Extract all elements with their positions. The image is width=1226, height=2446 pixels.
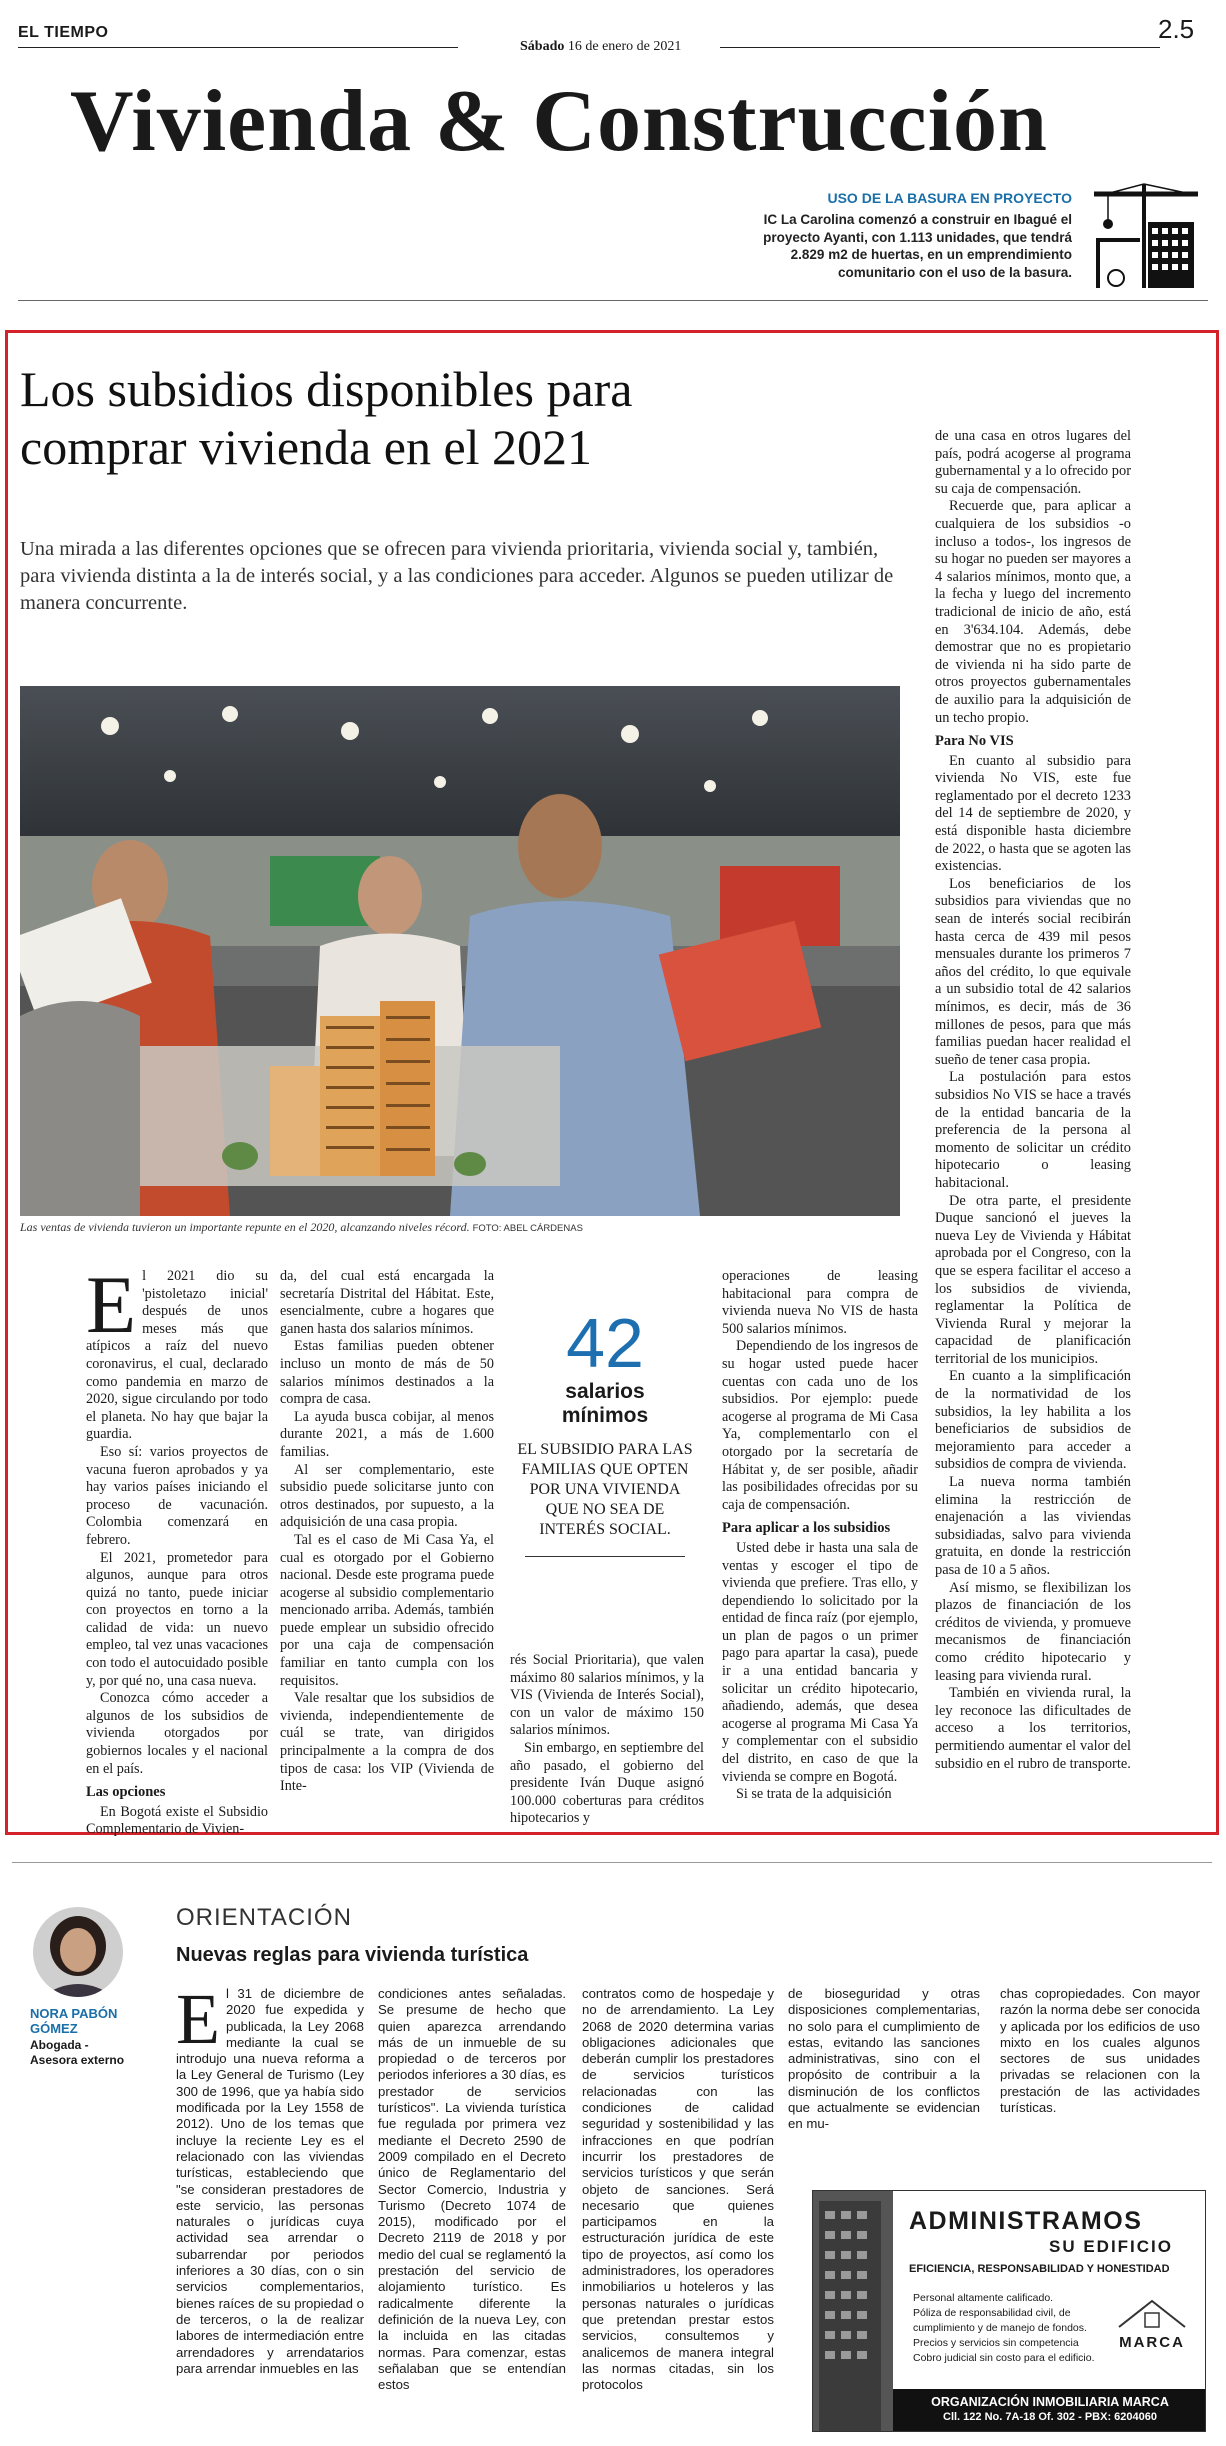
pullquote-rule [525, 1556, 685, 1557]
col5-p3: En cuanto al subsidio para vivienda No VIS, este fue reglamentado por el decreto 1233 del 14 de septiembre de 2020, y está disponible hasta diciembre de 2022, o hasta que se agoten las existencias. [935, 752, 1131, 875]
col5-p7: En cuanto a la simplificación de la normatividad de los subsidios, la ley habilita a los beneficiarios de subsidios de mejoramiento para acceder a subsidios de compra de vivienda. [935, 1368, 1131, 1473]
col5-p5: La postulación para estos subsidios No VIS se hace a través de la entidad bancaria de la preferencia de la persona al momento de solicitar un crédito hipotecario o leasing habitacional. [935, 1069, 1131, 1191]
ad-address: Cll. 122 No. 7A-18 Of. 302 - PBX: 6204060 [943, 2411, 1157, 2423]
masthead-bottom-rule [18, 300, 1208, 301]
headline-line-2: comprar vivienda en el 2021 [20, 419, 593, 475]
col5-p10: También en vivienda rural, la ley reconoce las dificultades de acceso a los territorios, permitiendo aumentar el valor del subsidio en el rubro de transporte. [935, 1685, 1131, 1772]
col4-p1: operaciones de leasing habitacional para compra de vivienda nueva No VIS de hasta 500 salarios mínimos. [722, 1268, 918, 1337]
subhead-aplicar: Para aplicar a los subsidios [722, 1520, 891, 1537]
article-deck: Una mirada a las diferentes opciones que se ofrecen para vivienda prioritaria, vivienda social y, también, para vivienda distinta a la de interés social, y a las condiciones para acceder. Algunos se pueden utilizar de manera concurrente. [20, 538, 894, 614]
ad-headline-1: ADMINISTRAMOS [909, 2207, 1143, 2235]
ad-bullets [913, 2291, 1103, 2366]
marca-logo [1109, 2297, 1195, 2359]
col5-p2: Recuerde que, para aplicar a cualquiera de los subsidios -o incluso a todos-, los ingresos de su hogar no pueden ser mayores a 4 salarios mínimos, monto que, a la fecha y luego del incremento tradicional de inicio de año, está en 3'634.104. Además, debe demostrar que no es propietario de vivienda ni ha sido parte de otros proyectos gubernamentales de auxilio para la adquisición de un techo propio. [935, 498, 1131, 726]
col2-p2: Estas familias pueden obtener incluso un monto de más de 50 salarios mínimos destinados a la compra de casa. [280, 1338, 494, 1408]
pullquote-number: 42 [566, 1304, 644, 1382]
dropcap: E [86, 1259, 137, 1350]
masthead-rule-left [18, 47, 458, 48]
author-avatar [32, 1906, 124, 1998]
photo-caption [20, 1220, 583, 1235]
photo-credit: FOTO: ABEL CÁRDENAS [472, 1223, 583, 1234]
article-col-5 [935, 428, 1131, 1773]
orientacion-c2: condiciones antes señaladas. Se presume de hecho que quien aparezca arrendando más de un inmueble de su propiedad o de terceros por periodos inferiores a 30 días, es prestador de servicios turísticos". La vivienda turística fue regulada por primera vez mediante el Decreto 2590 de 2009 compilado en el Decreto único de Reglamentario del Sector Comercio, Industria y Turismo (Decreto 1074 de 2015), modificado por el Decreto 2119 de 2018 y por medio del cual se reglamentó la prestación del servicio de alojamiento turístico. Es radicalmente diferente la definición de la nueva Ley, con la incluida en las citadas normas. Para comenzar, estas señalaban que se entendían estos [378, 1986, 566, 2393]
author-info [30, 2006, 140, 2068]
subhead-no-vis: Para No VIS [935, 733, 1014, 750]
col4-p3: Usted debe ir hasta una sala de ventas y escoger el tipo de vivienda que prefiere. Tras ello, y dependiendo lo solicitado por la entidad de finca raíz (por ejemplo, un plan de pagos o un primer pago para apartar la casa), puede ir a una entidad bancaria y solicitar un crédito hipotecario, añadiendo, además, que desea acogerse al programa Mi Casa Ya y complementar con el subsidio del distrito, en caso de que la vivienda se compre en Bogotá. [722, 1539, 918, 1785]
col5-p4: Los beneficiarios de los subsidios para viviendas que no sean de interés social recibirán hasta cerca de 439 mil pesos mensuales durante los primeros 7 años del crédito, lo que equivale a un subsidio total de 42 salarios mínimos, es decir, más de 36 millones de pesos, para que más familias puedan hacer realidad el sueño de tener casa propia. [935, 875, 1131, 1068]
author-role-line-2: Asesora externo [30, 2053, 125, 2067]
ad-bullet-4: Cobro judicial sin costo para el edificio. [913, 2352, 1095, 2364]
crane-building-icon [1086, 180, 1202, 292]
article-col-4 [722, 1268, 918, 1804]
orientacion-c4: de bioseguridad y otras disposiciones complementarias, no solo para el cumplimiento de estas, evitando las sanciones administrativas, sino con el propósito de contribuir a la disminución de los conflictos que actualmente se evidencian en mu- [788, 1986, 980, 2132]
page-number: 2.5 [1158, 14, 1195, 44]
ad-bullet-3: Precios y servicios sin competencia [913, 2337, 1079, 2349]
article-col-3 [510, 1652, 704, 1828]
col2-p6: Vale resaltar que los subsidios de vivienda, independientemente de cuál se trate, van dirigidos principalmente a la compra de dos tipos de casa: los VIP (Vivienda de Inte- [280, 1690, 494, 1795]
pullquote [515, 1306, 695, 1557]
masthead-rule-right [720, 47, 1160, 48]
building-photo-icon [813, 2191, 893, 2432]
article-col-2 [280, 1268, 494, 1796]
ad-org-name: ORGANIZACIÓN INMOBILIARIA MARCA [931, 2395, 1169, 2409]
col3-p2: Sin embargo, en septiembre del año pasado, el gobierno del presidente Iván Duque asignó 100.000 coberturas para créditos hipotecarios y [510, 1739, 704, 1827]
article-photo[interactable] [20, 686, 900, 1216]
ad-bullet-2: Póliza de responsabilidad civil, de cumplimiento y de manejo de fondos. [913, 2307, 1087, 2334]
col4-p2: Dependiendo de los ingresos de su hogar usted puede hacer cuentas con cada uno de los subsidios. Por ejemplo: puede acogerse al programa de Mi Casa Ya, complementarlo con el otorgado por la secretaría de Hábitat y, de ser posible, añadir las posibilidades ofrecidas por su caja de compensación. [722, 1338, 918, 1513]
ad-headline-2: SU EDIFICIO [1049, 2237, 1174, 2256]
section-title: Vivienda & Construcción [70, 73, 1048, 170]
col1-p1: l 2021 dio su 'pistoletazo inicial' después de unos meses más que atípicos a raíz del nuevo coronavirus, el cual, declarado como pandemia en marzo de 2020, sigue circulando por todo el planeta. No hay que bajar la guardia. [86, 1268, 268, 1443]
article-col-1 [86, 1259, 268, 1839]
orientacion-col-5 [1000, 1986, 1200, 2116]
pullquote-unit-2: mínimos [561, 1404, 649, 1427]
orientacion-top-rule [12, 1862, 1212, 1863]
orientacion-col-1 [176, 1979, 364, 2377]
col5-p9: Así mismo, se flexibilizan los plazos de financiación de los créditos de vivienda, y promueve mecanismos de financiación como crédito hipotecario y leasing para vivienda rural. [935, 1579, 1131, 1684]
col2-p1: da, del cual está encargada la secretaría Distrital del Hábitat. Este, esencialmente, cubre a hogares que ganen hasta dos salarios mínimos. [280, 1268, 494, 1337]
col3-p1: rés Social Prioritaria), que valen máximo 80 salarios mínimos, y la VIS (Vivienda de Interés Social), con un valor de máximo 150 salarios mínimos. [510, 1652, 704, 1739]
ad-footer [893, 2389, 1206, 2432]
orientacion-c1: l 31 de diciembre de 2020 fue expedida y publicada, la Ley 2068 mediante la cual se introdujo una nueva reforma a la Ley General de Turismo (Ley 300 de 1996, que ya había sido modificada por la Ley 1558 de 2012). Uno de los temas que incluye la reciente Ley es el relacionado con las viviendas turísticas, estableciendo que "se consideran prestadores de este servicio, las personas naturales o jurídicas cuya actividad sea arrendar o subarrendar por periodos inferiores a 30 días, con o sin servicios complementarios, bienes raíces de su propiedad o de terceros, o la de realizar labores de intermediación entre arrendadores y arrendatarios para arrendar inmuebles en las [176, 1986, 364, 2376]
col1-p2: Eso sí: varios proyectos de vacuna fueron aprobados y ya hay varios países iniciando el proceso de vacunación. Colombia comenzará en febrero. [86, 1443, 268, 1548]
orientacion-c3: contratos como de hospedaje y no de arrendamiento. La Ley 2068 de 2020 determina varias obligaciones adicionales que deberán cumplir los prestadores de servicios turísticos relacionadas con las condiciones de calidad seguridad y sostenibilidad y las infracciones en que podrían incurrir los prestadores de servicios turísticos y que serán objeto de sanciones. Será necesario que quienes participamos en la estructuración jurídica de este tipo de proyectos, así como los administradores, los operadores inmobiliarios u hoteleros y las personas naturales o jurídicas que pretendan prestar estos servicios, consultemos y analicemos de manera integral las normas citadas, sin los protocolos [582, 1986, 774, 2393]
date-rest: 16 de enero de 2021 [567, 39, 682, 54]
col1-p5: En Bogotá existe el Subsidio Complementario de Vivien- [86, 1803, 268, 1838]
orientacion-col-3 [582, 1986, 774, 2393]
marca-logo-text: MARCA [1119, 2334, 1185, 2351]
headline-line-1: Los subsidios disponibles para [20, 361, 633, 417]
article-headline [20, 360, 632, 476]
orientacion-section: ORIENTACIÓN [176, 1904, 352, 1931]
col5-p8: La nueva norma también elimina la restricción de enajenación a las viviendas subsidiadas, salvo para vivienda gratuita, en donde la restricción pasa de 10 a 5 años. [935, 1474, 1131, 1578]
teaser-kicker: USO DE LA BASURA EN PROYECTO [827, 190, 1072, 206]
brand-logo[interactable]: EL TIEMPO [18, 24, 109, 41]
pullquote-text: EL SUBSIDIO PARA LAS FAMILIAS QUE OPTEN POR UNA VIVIENDA QUE NO SEA DE INTERÉS SOCIAL. [517, 1441, 693, 1538]
orientacion-col-2 [378, 1986, 566, 2393]
author-name-line-2: GÓMEZ [30, 2021, 78, 2036]
pullquote-unit-1: salarios [565, 1380, 645, 1403]
col5-p6: De otra parte, el presidente Duque sancionó el jueves la nueva Ley de Vivienda y Hábitat aprobada por el Congreso, con la que se espera facilitar el acceso a los subsidios de vivienda, reglamentar la Política de Vivienda Rural y mejorar la capacidad de planificación territorial de los municipios. [935, 1192, 1131, 1367]
col4-p4: Si se trata de la adquisición [736, 1786, 892, 1803]
col2-p3: La ayuda busca cobijar, al menos durante 2021, a más de 1.600 familias. [280, 1408, 494, 1460]
photo-caption-text: Las ventas de vivienda tuvieron un importante repunte en el 2020, alcanzando niveles récord. [20, 1220, 470, 1234]
ad-tagline: EFICIENCIA, RESPONSABILIDAD Y HONESTIDAD [909, 2263, 1170, 2275]
ad-bullet-1: Personal altamente calificado. [913, 2292, 1054, 2304]
col2-p5: Tal es el caso de Mi Casa Ya, el cual es otorgado por el Gobierno nacional. Desde este programa puede acogerse al subsidio complementario mencionado arriba. Además, también puede emplear un subsidio ofrecido por una caja de compensación familiar en tanto cumpla con los requisitos. [280, 1531, 494, 1689]
date-weekday: Sábado [520, 39, 565, 54]
marca-ad[interactable] [812, 2190, 1206, 2432]
marca-logo-icon [1109, 2297, 1195, 2329]
orientacion-col-4 [788, 1986, 980, 2133]
author-role-line-1: Abogada - [30, 2038, 89, 2052]
col1-p4: Conozca cómo acceder a algunos de los subsidios de vivienda otorgados por gobiernos locales y el nacional en el país. [86, 1690, 268, 1777]
orientacion-c5: chas copropiedades. Con mayor razón la norma debe ser conocida y aplicada por los edificios de uso mixto en los cuales algunos sectores de sus unidades privadas se relacionen con la prestación de las actividades turísticas. [1000, 1986, 1200, 2116]
col2-p4: Al ser complementario, este subsidio puede solicitarse junto con otros destinados, por supuesto, a la adquisición de una casa propia. [280, 1461, 494, 1531]
col5-p1: de una casa en otros lugares del país, podrá acogerse al programa gubernamental y a lo ofrecido por su caja de compensación. [935, 428, 1131, 497]
orientacion-dropcap: E [176, 1979, 220, 2059]
teaser-box[interactable] [760, 190, 1072, 281]
col1-p3: El 2021, prometedor para algunos, aunque para otros quizá no tanto, puede iniciar con proyectos en torno a la calidad de vida: un nuevo empleo, tal vez unas vacaciones con todo el autocuidado posible y, por qué no, una casa nueva. [86, 1549, 268, 1689]
author-name-line-1: NORA PABÓN [30, 2006, 118, 2021]
masthead-date [520, 39, 681, 55]
subhead-opciones: Las opciones [86, 1784, 166, 1801]
orientacion-title: Nuevas reglas para vivienda turística [176, 1944, 529, 1966]
teaser-text: IC La Carolina comenzó a construir en Ibagué el proyecto Ayanti, con 1.113 unidades, que tendrá 2.829 m2 de huertas, en un emprendimiento comunitario con el uso de la basura. [763, 212, 1072, 280]
